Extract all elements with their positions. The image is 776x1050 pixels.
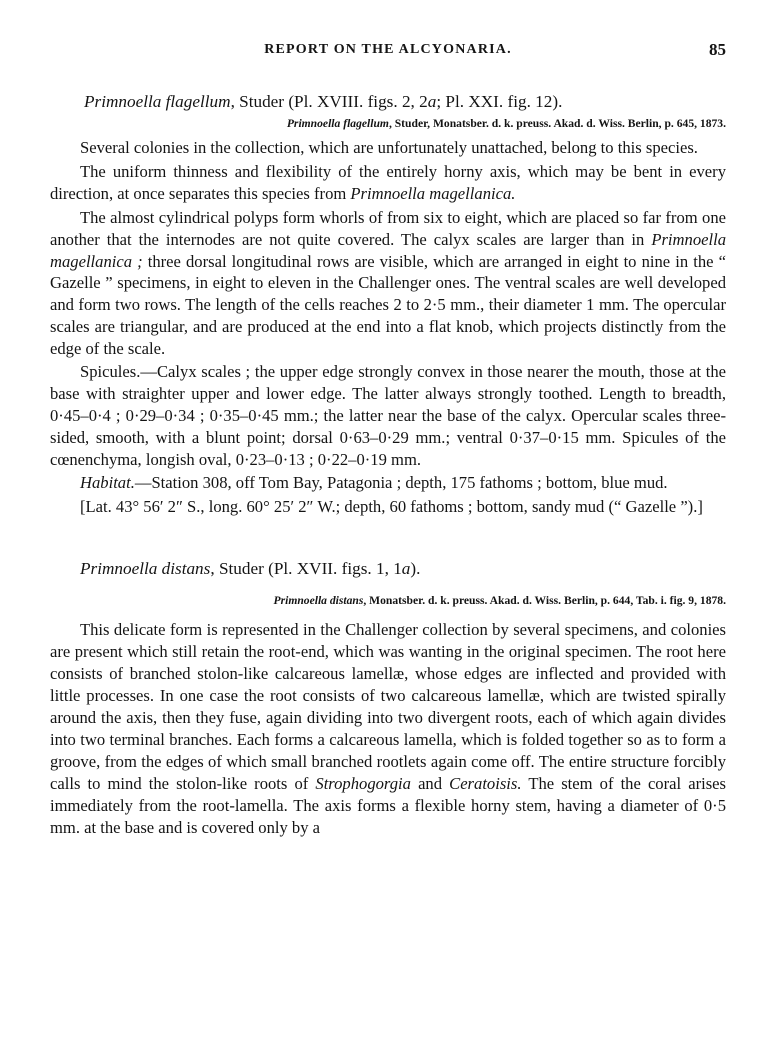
fig-letter: a — [427, 92, 437, 111]
spicules-paragraph: Spicules.—Calyx scales ; the upper edge strongly convex in those nearer the mouth, those at the base with straighter upper and lower edge. The latter always strongly toothed. Length to breadth, 0·45–0·4 ; 0·29–0·34 ; 0·35–0·45 mm.; the latter near the base of the calyx. Opercular scales three-sided, smooth, with a blunt point; dorsal 0·63–0·29 mm.; ventral 0·37–0·15 mm. Spicules of the cœnenchyma, longish oval, 0·23–0·13 ; 0·22–0·19 mm. — [50, 362, 726, 469]
paragraph-text: The uniform thinness and flexibility of the entirely horny axis, which may be bent in every direction, at once separates this species from — [50, 161, 726, 203]
citation-text: , Monatsber. d. k. preuss. Akad. d. Wiss. Berlin, p. 644, Tab. i. fig. 9, 1878. — [363, 594, 726, 608]
genus-name: Strophogorgia — [315, 773, 411, 793]
genus-name: Ceratoisis. — [449, 773, 522, 793]
habitat-text: —Station 308, off Tom Bay, Patagonia ; depth, 175 fathoms ; bottom, blue mud. — [134, 472, 668, 492]
paragraph — [50, 161, 726, 205]
page-number: 85 — [709, 40, 726, 59]
citation-name: Primnoella distans — [273, 594, 364, 608]
species-heading-distans — [80, 557, 726, 581]
species-refs-tail: ; Pl. XXI. fig. 12). — [436, 92, 563, 111]
species-name: Primnoella flagellum — [84, 92, 231, 111]
citation-text: , Studer, Monatsber. d. k. preuss. Akad. d. Wiss. Berlin, p. 645, 1873. — [388, 117, 726, 130]
species-name: Primnoella distans — [80, 559, 211, 579]
habitat-paragraph — [50, 472, 726, 494]
fig-letter: a — [401, 559, 411, 579]
species-heading-flagellum — [84, 90, 726, 114]
species-refs-tail: ). — [410, 559, 421, 579]
citation-name: Primnoella flagellum — [286, 117, 389, 130]
paragraph — [50, 619, 726, 838]
species-refs: , Studer (Pl. XVII. figs. 1, 1 — [210, 559, 402, 579]
paragraph-text: and — [410, 773, 450, 793]
paragraph-text: three dorsal longitudinal rows are visible, which are arranged in eight to nine in the “ Gazelle ” specimens, in eight to eleven in the Challenger ones. The ventral scales are well developed and form two rows. The length of the cells reaches 2 to 2·5 mm., their diameter 1 mm. The opercular scales are triangular, and are produced at the end into a flat knob, which projects distinctly from the edge of the scale. — [50, 251, 726, 359]
gazelle-note: [Lat. 43° 56′ 2″ S., long. 60° 25′ 2″ W.; depth, 60 fathoms ; bottom, sandy mud (“ Gazelle ”).] — [80, 496, 703, 516]
citation-flagellum — [50, 116, 726, 132]
paragraph: Several colonies in the collection, which are unfortunately unattached, belong to this species. — [80, 138, 698, 157]
paragraph-text: The stem of the coral arises immediately from the root-lamella. The axis forms a flexible horny stem, having a diameter of 0·5 mm. at the base and is covered only by a — [50, 773, 726, 837]
paragraph-text: This delicate form is represented in the Challenger collection by several specimens, and colonies are present which still retain the root-end, which was wanting in the original specimen. The root here consists of branched stolon-like calcareous lamellæ, whose edges are inflected and provided with little processes. In one case the root consists of two calcareous lamellæ, which are twisted spirally around the axis, then they fuse, again dividing into two divergent roots, each of which again divides into two terminal branches. Each forms a calcareous lamella, which is folded together so as to form a groove, from the edges of which small branched rootlets again come off. The entire structure forcibly calls to mind the stolon-like roots of — [50, 620, 726, 793]
species-name: Primnoella magellanica. — [350, 183, 516, 203]
species-refs: , Studer (Pl. XVIII. figs. 2, 2 — [230, 92, 428, 111]
species-name: Primnoella magellanica ; — [50, 229, 726, 271]
habitat-label: Habitat. — [80, 472, 135, 492]
page — [50, 38, 726, 838]
paragraph — [50, 207, 726, 360]
running-head — [50, 38, 726, 68]
citation-distans — [50, 593, 726, 609]
running-title: REPORT ON THE ALCYONARIA. — [264, 42, 512, 57]
paragraph-text: The almost cylindrical polyps form whorls of from six to eight, which are placed so far from one another that the internodes are not quite covered. The calyx scales are larger than in — [50, 207, 726, 249]
